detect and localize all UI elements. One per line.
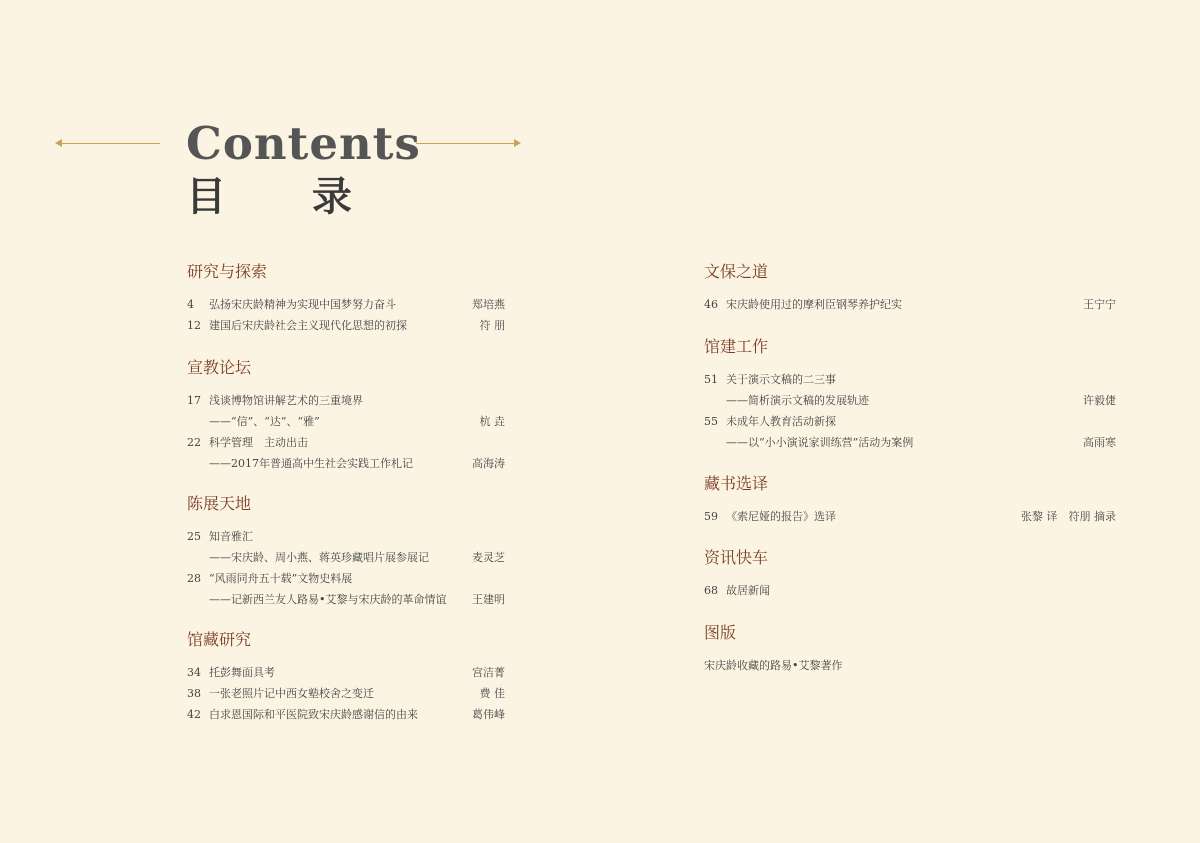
page-number: 51 xyxy=(704,373,718,386)
page-number: 68 xyxy=(704,584,718,597)
section-title: 研究与探索 xyxy=(187,262,268,281)
toc-entry[interactable] xyxy=(704,580,1116,601)
toc-entry-subtitle[interactable] xyxy=(704,432,1116,453)
section-title: 文保之道 xyxy=(704,262,769,281)
article-subtitle: ——“信”、“达”、“雅” xyxy=(209,415,320,428)
article-subtitle: ——简析演示文稿的发展轨迹 xyxy=(726,394,869,407)
page-title-zh: 目 录 xyxy=(186,174,388,220)
section-translation xyxy=(704,474,1116,527)
author: 费 佳 xyxy=(479,687,505,700)
article-title: 未成年人教育活动新探 xyxy=(726,415,836,428)
toc-entry[interactable] xyxy=(704,294,1116,315)
divider-left xyxy=(58,143,160,144)
toc-entry-subtitle[interactable] xyxy=(187,453,505,474)
article-title: 建国后宋庆龄社会主义现代化思想的初探 xyxy=(209,319,407,332)
page-number: 22 xyxy=(187,436,201,449)
page-number: 4 xyxy=(187,298,194,311)
author: 高海涛 xyxy=(472,457,505,470)
toc-entry[interactable] xyxy=(704,411,1116,432)
article-title: “风雨同舟五十载”文物史料展 xyxy=(209,572,353,585)
article-title: 一张老照片记中西女塾校舍之变迁 xyxy=(209,687,374,700)
page-number: 55 xyxy=(704,415,718,428)
toc-entry[interactable] xyxy=(187,568,505,589)
author: 杭 垚 xyxy=(479,415,505,428)
divider-right xyxy=(416,143,518,144)
author: 王宁宁 xyxy=(1083,298,1116,311)
toc-entry[interactable] xyxy=(187,683,505,704)
toc-entry[interactable] xyxy=(187,390,505,411)
page-number: 42 xyxy=(187,708,201,721)
author: 麦灵芝 xyxy=(472,551,505,564)
article-title: 科学管理 主动出击 xyxy=(209,436,308,449)
article-title: 《索尼娅的报告》选译 xyxy=(726,510,836,523)
section-title: 图版 xyxy=(704,623,737,642)
section-conservation xyxy=(704,262,1116,315)
author: 张黎 译 符朋 摘录 xyxy=(1021,510,1116,523)
article-title: 弘扬宋庆龄精神为实现中国梦努力奋斗 xyxy=(209,298,396,311)
article-subtitle: ——宋庆龄、周小燕、蒋英珍藏唱片展参展记 xyxy=(209,551,429,564)
section-title: 资讯快车 xyxy=(704,548,769,567)
toc-entry[interactable] xyxy=(704,369,1116,390)
page-number: 25 xyxy=(187,530,201,543)
section-plates xyxy=(704,623,1116,676)
author: 高雨寒 xyxy=(1083,436,1116,449)
page-number: 59 xyxy=(704,510,718,523)
section-title: 藏书选译 xyxy=(704,474,769,493)
page-number: 12 xyxy=(187,319,201,332)
page-title-en: Contents xyxy=(186,117,421,170)
toc-entry[interactable] xyxy=(187,704,505,725)
section-title: 馆建工作 xyxy=(704,337,769,356)
author: 符 朋 xyxy=(479,319,505,332)
author: 葛伟峰 xyxy=(472,708,505,721)
toc-entry-subtitle[interactable] xyxy=(704,390,1116,411)
toc-entry[interactable] xyxy=(187,662,505,683)
page-number: 28 xyxy=(187,572,201,585)
page-number: 17 xyxy=(187,394,201,407)
author: 宫洁菁 xyxy=(472,666,505,679)
section-education xyxy=(187,358,505,474)
section-title: 宣教论坛 xyxy=(187,358,252,377)
toc-entry-subtitle[interactable] xyxy=(187,411,505,432)
arrow-right-icon xyxy=(514,139,521,147)
article-subtitle: ——2017年普通高中生社会实践工作札记 xyxy=(209,457,413,470)
section-title: 陈展天地 xyxy=(187,494,252,513)
page-number: 46 xyxy=(704,298,718,311)
page-number: 34 xyxy=(187,666,201,679)
toc-entry-subtitle[interactable] xyxy=(187,547,505,568)
article-subtitle: ——记新西兰友人路易•艾黎与宋庆龄的革命情谊 xyxy=(209,593,447,606)
toc-entry[interactable] xyxy=(187,432,505,453)
article-title: 白求恩国际和平医院致宋庆龄感谢信的由来 xyxy=(209,708,418,721)
article-title: 知音雅汇 xyxy=(209,530,253,543)
section-title: 馆藏研究 xyxy=(187,630,252,649)
article-title: 故居新闻 xyxy=(726,584,770,597)
section-research xyxy=(187,262,505,336)
author: 许毅倢 xyxy=(1083,394,1116,407)
page-number: 38 xyxy=(187,687,201,700)
toc-entry[interactable] xyxy=(704,506,1116,527)
article-title: 托彭舞面具考 xyxy=(209,666,275,679)
article-title: 浅谈博物馆讲解艺术的三重境界 xyxy=(209,394,363,407)
toc-entry[interactable] xyxy=(187,526,505,547)
section-museum-work xyxy=(704,337,1116,453)
toc-entry[interactable] xyxy=(187,294,505,315)
article-subtitle: ——以“小小演说家训练营”活动为案例 xyxy=(726,436,914,449)
toc-entry-subtitle[interactable] xyxy=(187,589,505,610)
article-title: 关于演示文稿的二三事 xyxy=(726,373,836,386)
article-title: 宋庆龄使用过的摩利臣钢琴养护纪实 xyxy=(726,298,902,311)
section-news xyxy=(704,548,1116,601)
toc-entry[interactable]: 宋庆龄收藏的路易•艾黎著作 xyxy=(704,659,843,672)
toc-entry[interactable] xyxy=(187,315,505,336)
section-collection xyxy=(187,630,505,725)
author: 郑培燕 xyxy=(472,298,505,311)
author: 王建明 xyxy=(472,593,505,606)
section-exhibition xyxy=(187,494,505,610)
